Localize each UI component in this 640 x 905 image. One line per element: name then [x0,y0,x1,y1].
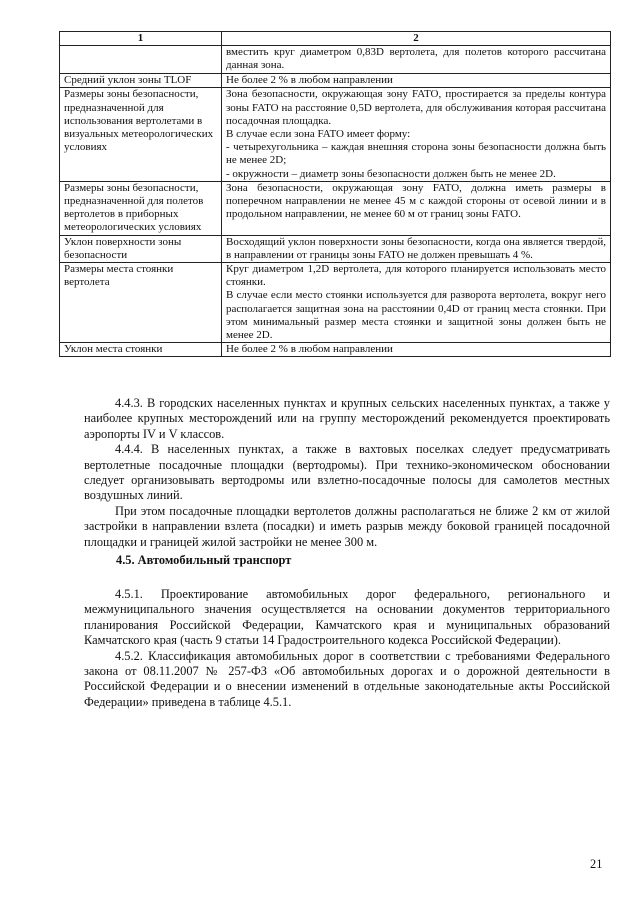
table-row [60,88,611,181]
value-cell: Зона безопасности, окружающая зону FATO, должна иметь размеры в поперечном направлении не менее 45 м с каждой стороны от осевой линии и в продольном направлении, не менее 60 м от границ зоны FATO. [222,181,611,235]
value-cell: Не более 2 % в любом направлении [222,74,611,88]
table-row [60,46,611,74]
section-4-4-text [84,396,610,550]
value-line: В случае если зона FATO имеет форму: [226,128,411,141]
table-header-row [60,32,611,46]
value-line: - окружности – диаметр зоны безопасности должен быть не менее 2D. [226,167,556,180]
param-cell: Средний уклон зоны TLOF [60,74,222,88]
value-line: - четырехугольника – каждая внешняя сторона зоны безопасности должна быть не менее 2D; [226,141,606,167]
param-cell: Уклон поверхности зоны безопасности [60,235,222,262]
param-cell: Размеры зоны безопасности, предназначенной для полетов вертолетов в приборных метеорологических условиях [60,181,222,235]
requirements-table [59,31,611,357]
table-row [60,74,611,88]
page-number: 21 [590,857,603,871]
paragraph-4-4-4-continued: При этом посадочные площадки вертолетов должны располагаться не ближе 2 км от жилой застройки в направлении взлета (посадки) и иметь разрыв между боковой границей посадочной площадки и границей жилой застройки не менее 300 м. [84,503,610,549]
value-cell: Восходящий уклон поверхности зоны безопасности, когда она является твердой, в направлении от границы зоны FATO не должен превышать 4 %. [222,235,611,262]
paragraph-4-4-4: 4.4.4. В населенных пунктах, а также в вахтовых поселках следует предусматривать вертолетные посадочные площадки (вертодромы). При технико-экономическом обосновании следует организовывать вертодромы или взлетно-посадочные полосы для самолетов местных воздушных линий. [84,442,610,503]
param-cell: Уклон места стоянки [60,343,222,357]
table-row [60,181,611,235]
value-line: В случае если место стоянки используется для разворота вертолета, вокруг него располагается защитная зона на расстоянии 0,4D от границ места стоянки. При этом минимальный размер места стоянки и защитной зоны должен быть не менее 2D. [226,289,606,342]
value-line: Зона безопасности, окружающая зону FATO, простирается за пределы контура зоны FATO на расстояние 0,5D вертолета, для обслуживания которая рассчитана посадочная площадка. [226,88,606,127]
param-cell: Размеры зоны безопасности, предназначенной для использования вертолетами в визуальных метеорологических условиях [60,88,222,181]
column-header-1: 1 [60,32,222,46]
value-cell [222,88,611,181]
paragraph-4-5-1: 4.5.1. Проектирование автомобильных дорог федерального, регионального и межмуниципального значения осуществляется на основании документов территориального планирования Российской Федерации, Камчатского края и муниципальных образований Камчатского края (часть 9 статьи 14 Градостроительного кодекса Российской Федерации). [84,587,610,648]
value-cell: Не более 2 % в любом направлении [222,343,611,357]
paragraph-4-5-2: 4.5.2. Классификация автомобильных дорог в соответствии с требованиями Федерального закона от 08.11.2007 № 257-ФЗ «Об автомобильных дорогах и о дорожной деятельности в Российской Федерации и о внесении изменений в отдельные законодательные акты Российской Федерации» приведена в таблице 4.5.1. [84,648,610,709]
value-line: Круг диаметром 1,2D вертолета, для которого планируется использовать место стоянки. [226,263,606,289]
section-4-5-text [84,587,610,710]
value-cell: вместить круг диаметром 0,83D вертолета, для полетов которого рассчитана данная зона. [222,46,611,74]
column-header-2: 2 [222,32,611,46]
paragraph-4-4-3: 4.4.3. В городских населенных пунктах и крупных сельских населенных пунктах, а также у наиболее крупных месторождений или на группу месторождений рекомендуется проектировать аэропорты IV и V классов. [84,396,610,441]
table-row [60,343,611,357]
param-cell: Размеры места стоянки вертолета [60,263,222,343]
table-row [60,235,611,262]
param-cell [60,46,222,74]
table-row [60,263,611,343]
section-heading-4-5: 4.5. Автомобильный транспорт [116,553,292,567]
value-cell [222,263,611,343]
